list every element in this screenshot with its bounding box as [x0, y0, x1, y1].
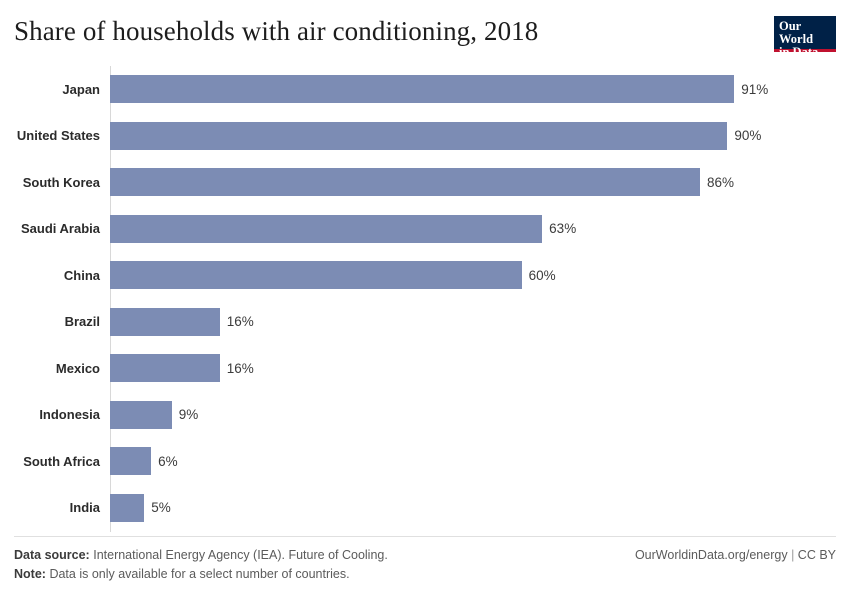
bar-row[interactable]	[14, 438, 836, 485]
bar-category-label: Indonesia	[39, 407, 100, 423]
bar-category-label: Saudi Arabia	[21, 221, 100, 237]
bar-track	[110, 159, 836, 206]
bar-track	[110, 392, 836, 439]
attribution-separator: |	[791, 548, 795, 562]
bar-row[interactable]	[14, 299, 836, 346]
chart-note	[14, 565, 350, 584]
bar-category-label: United States	[16, 128, 100, 144]
bar-value-label: 6%	[158, 453, 178, 469]
bar-fill[interactable]	[110, 401, 172, 429]
logo-line-1: Our World	[779, 19, 814, 46]
bar-category-label: China	[63, 267, 100, 283]
attribution	[635, 546, 836, 565]
bar-chart	[14, 66, 836, 532]
attribution-link[interactable]: OurWorldinData.org/energy	[634, 548, 788, 562]
bar-category-label: Brazil	[64, 314, 100, 330]
bar-row[interactable]	[14, 252, 836, 299]
bar-row[interactable]	[14, 206, 836, 253]
bar-value-label: 63%	[549, 221, 577, 237]
chart-note-label: Note:	[14, 567, 46, 581]
footer-source-line	[14, 546, 836, 565]
chart-note-text: Data is only available for a select number of countries.	[49, 567, 350, 581]
bar-value-label: 60%	[528, 267, 556, 283]
bar-row[interactable]	[14, 392, 836, 439]
bar-fill[interactable]	[110, 261, 522, 289]
bar-track	[110, 345, 836, 392]
chart-header	[14, 14, 836, 60]
bar-category-label: Japan	[62, 81, 100, 97]
bar-track	[110, 485, 836, 532]
bar-track	[110, 299, 836, 346]
bar-fill[interactable]	[110, 168, 700, 196]
bar-track	[110, 438, 836, 485]
bar-track	[110, 206, 836, 253]
bar-fill[interactable]	[110, 354, 220, 382]
footer-note-line	[14, 565, 836, 584]
bar-value-label: 16%	[226, 360, 254, 376]
bar-category-label: India	[69, 500, 100, 516]
bar-value-label: 9%	[178, 407, 199, 423]
bar-track	[110, 252, 836, 299]
bar-row[interactable]	[14, 485, 836, 532]
page-title: Share of households with air conditioning, 2018	[14, 16, 539, 46]
bar-rows	[14, 66, 836, 531]
bar-fill[interactable]	[110, 75, 734, 103]
bar-fill[interactable]	[110, 447, 151, 475]
bar-row[interactable]	[14, 66, 836, 113]
license-link[interactable]: CC BY	[797, 548, 836, 562]
bar-category-label: Mexico	[55, 360, 100, 376]
bar-value-label: 16%	[226, 314, 254, 330]
bar-fill[interactable]	[110, 122, 727, 150]
bar-value-label: 90%	[734, 128, 762, 144]
owid-logo[interactable]	[774, 16, 836, 59]
bar-value-label: 5%	[151, 500, 171, 516]
bar-track	[110, 66, 836, 113]
data-source	[14, 546, 388, 565]
bar-row[interactable]	[14, 345, 836, 392]
bar-row[interactable]	[14, 113, 836, 160]
bar-category-label: South Africa	[23, 453, 100, 469]
bar-value-label: 91%	[741, 81, 769, 97]
chart-footer	[14, 536, 836, 584]
bar-value-label: 86%	[706, 174, 734, 190]
data-source-text: International Energy Agency (IEA). Future of Cooling.	[93, 548, 388, 562]
bar-fill[interactable]	[110, 308, 220, 336]
bar-track	[110, 113, 836, 160]
bar-fill[interactable]	[110, 494, 144, 522]
bar-row[interactable]	[14, 159, 836, 206]
bar-fill[interactable]	[110, 215, 542, 243]
data-source-label: Data source:	[14, 548, 90, 562]
logo-line-2: in Data	[779, 45, 819, 59]
bar-category-label: South Korea	[22, 174, 100, 190]
